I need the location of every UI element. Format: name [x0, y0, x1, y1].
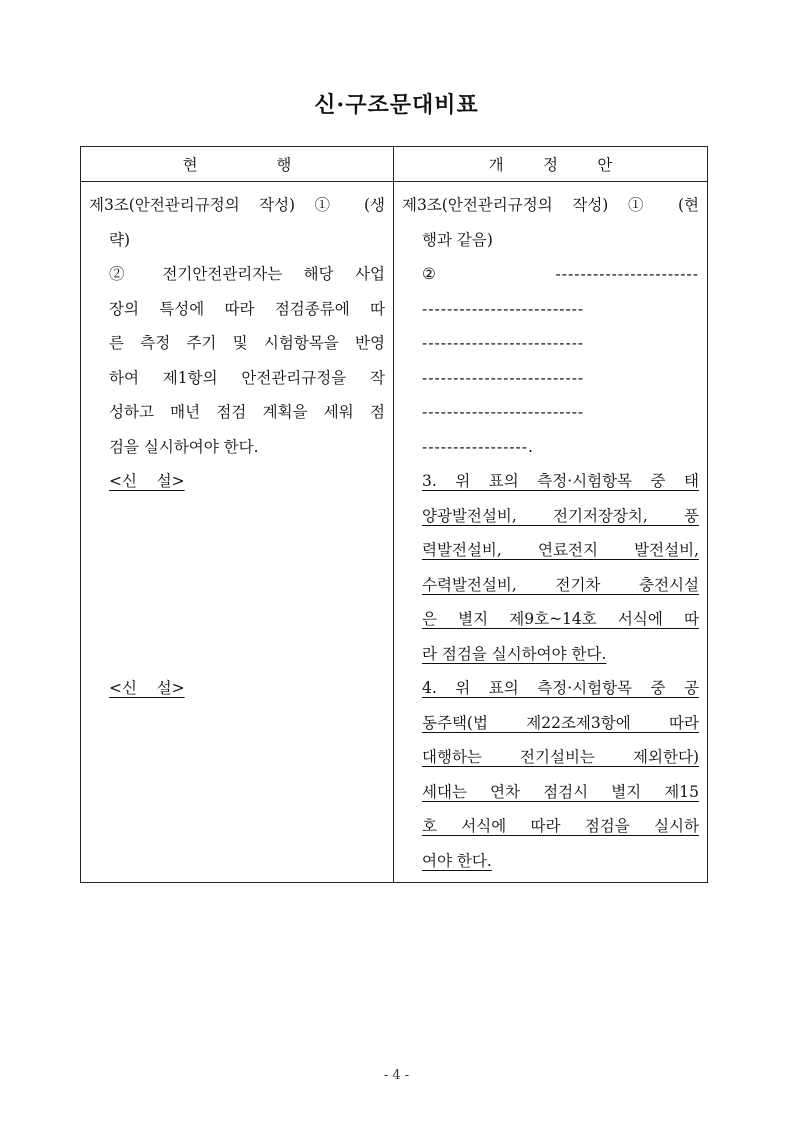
table-row [81, 182, 708, 883]
revised-line: 여야 한다. [422, 851, 492, 870]
revised-line: -------------------------- [422, 334, 585, 352]
revised-line: -------------------------- [422, 368, 585, 387]
revised-line: 제3조(안전관리규정의 작성) ① (현 [402, 196, 699, 214]
current-line: 제3조(안전관리규정의 작성) ① (생 [89, 196, 385, 214]
current-line: 른 측정 주기 및 시험항목을 반영 [109, 334, 385, 352]
revised-line: 세대는 연차 점검시 별지 제15 [422, 782, 699, 801]
page-number: - 4 - [383, 1068, 410, 1083]
revised-line: 수력발전설비, 전기차 충전시설 [422, 575, 699, 594]
revised-line: 양광발전설비, 전기저장장치, 풍 [422, 506, 699, 525]
comparison-table [80, 146, 708, 883]
revised-line: -----------------. [422, 437, 534, 456]
revised-line: -------------------------- [422, 299, 585, 318]
current-line: 장의 특성에 따라 점검종류에 따 [109, 299, 385, 318]
header-current: 현 행 [81, 147, 394, 182]
revised-line: 력발전설비, 연료전지 발전설비, [422, 541, 699, 559]
revised-line: 라 점검을 실시하여야 한다. [422, 644, 607, 663]
new-provision-label: <신 설> [109, 472, 185, 490]
revised-line: 호 서식에 따라 점검을 실시하 [422, 817, 699, 835]
current-line: 검을 실시하여야 한다. [109, 437, 259, 456]
revised-line: 4. 위 표의 측정·시험항목 중 공 [422, 679, 699, 697]
header-revised: 개 정 안 [394, 147, 708, 182]
table-header-row [81, 147, 708, 182]
revised-column [394, 182, 708, 883]
revised-line: -------------------------- [422, 403, 585, 421]
current-line: 하여 제1항의 안전관리규정을 작 [109, 368, 385, 387]
revised-line: 3. 위 표의 측정·시험항목 중 태 [422, 472, 699, 490]
current-line: 성하고 매년 점검 계획을 세워 점 [109, 403, 385, 421]
page-title: 신·구조문대비표 [314, 92, 479, 118]
current-line: 략) [109, 230, 131, 249]
revised-line: 동주택(법 제22조제3항에 따라 [422, 713, 699, 732]
revised-line: 행과 같음) [422, 230, 493, 249]
revised-line: 대행하는 전기설비는 제외한다) [422, 748, 699, 766]
current-line: ② 전기안전관리자는 해당 사업 [109, 265, 385, 283]
current-column [81, 182, 394, 883]
new-provision-label: <신 설> [109, 679, 185, 697]
revised-line: 은 별지 제9호~14호 서식에 따 [422, 610, 699, 628]
revised-line: ② ----------------------- [422, 265, 699, 283]
